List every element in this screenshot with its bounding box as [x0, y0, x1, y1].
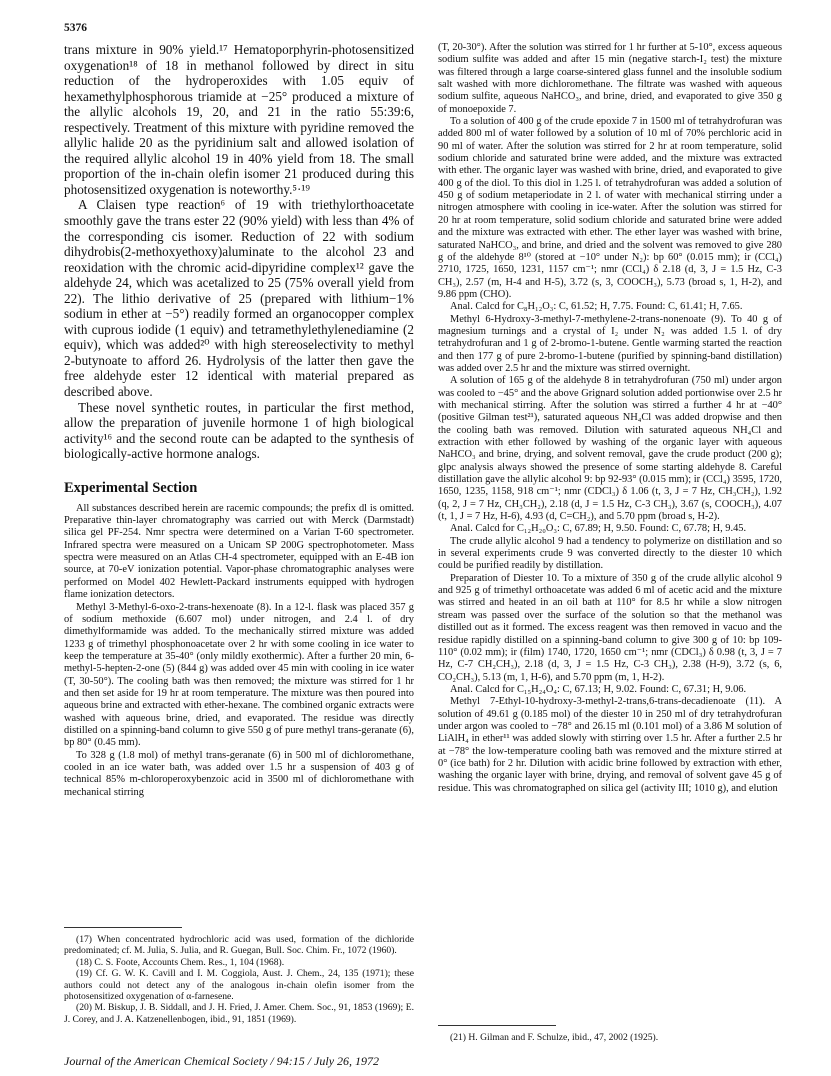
left-footnotes: [64, 927, 414, 1025]
footnote-rule: [438, 1025, 556, 1026]
body-paragraph: These novel synthetic routes, in particular the first method, allow the preparation of juvenile hormone 1 of high biological activity¹⁶ and the second route can be adapted to the synthesis of biologically-active hormone analogs.: [64, 399, 414, 462]
right-footnotes: [438, 1025, 782, 1043]
footnote: (17) When concentrated hydrochloric acid was used, formation of the dichloride predominated; cf. M. Julia, S. Julia, and R. Guegan, Bull. Soc. Chim. Fr., 1072 (1960).: [64, 934, 414, 957]
experimental-paragraph: Methyl 3-Methyl-6-oxo-2-trans-hexenoate (8). In a 12-l. flask was placed 357 g of sodium methoxide (6.607 mol) under nitrogen, and 2.4 l. of dry dimethylformamide was added. To the mechanically stirred mixture was added 1233 g of trimethyl phosphonoacetate over 2 hr with some cooling in ice water to keep the temperature at 35-40° (only mildly exothermic). After a further 20 min, 6-methyl-5-hepten-2-one (5) (844 g) was added over 45 min with cooling in ice water (T, 30-50°). The cooling bath was then removed; the mixture was stirred for 1 hr and then set aside for 19 hr at room temperature. The mixture was then poured into aqueous brine and extracted with ether-hexane. The combined organic extracts were washed with aqueous brine, dried, and evaporated. The residue was directly distilled on a spinning-band column to give 550 g of pure methyl trans-geranate (6), bp 80° (0.45 mm).: [64, 601, 414, 749]
experimental-paragraph: (T, 20-30°). After the solution was stirred for 1 hr further at 5-10°, excess aqueous sodium sulfite was added and after 15 min (negative starch-I₂ test) the mixture was filtered through a large coarse-sintered glass funnel and the insoluble sodium salt washed with more dichloromethane. The filtrate was washed with aqueous sodium sulfite, aqueous NaHCO₃, and brine, dried, and evaporated to give 350 g of monoepoxide 7.: [438, 42, 782, 115]
footnote: (19) Cf. G. W. K. Cavill and I. M. Coggiola, Aust. J. Chem., 24, 135 (1971); these authors could not detect any of the analogous in-chain olefin isomer from the photosensitized oxygenation of α-farnesene.: [64, 968, 414, 1003]
page-number: 5376: [64, 22, 87, 34]
right-column: [438, 42, 782, 795]
body-paragraph: A Claisen type reaction⁶ of 19 with triethylorthoacetate smoothly gave the trans ester 22 (90% yield) with less than 4% of the corresponding cis isomer. Reduction of 22 with sodium dihydrobis(2-methoxyethoxy)aluminate to the alcohol 23 and reoxidation with the chromic acid-dipyridine complex¹² gave the aldehyde 24, which was acetalized to 25 (75% overall yield from 22). The lithio derivative of 25 (prepared with lithium−1% sodium in ether at −5°) readily formed an organocopper complex with cuprous iodide (1 equiv) and tetramethylethylenediamine (2 equiv), which was added²⁰ with high stereoselectivity to methyl 2-butynoate to afford 26. Hydrolysis of the latter then gave the free aldehyde ester 12 identical with material prepared as described above.: [64, 197, 414, 400]
experimental-paragraph: To 328 g (1.8 mol) of methyl trans-geranate (6) in 500 ml of dichloromethane, cooled in an ice water bath, was added over 1.5 hr a suspension of 403 g of technical 85% m-chloroperoxybenzoic acid in 3500 ml of dichloromethane with mechanical stirring: [64, 749, 414, 798]
analysis-line: Anal. Calcd for C₁₅H₂₄O₄: C, 67.13; H, 9.02. Found: C, 67.31; H, 9.06.: [450, 683, 747, 695]
experimental-paragraph: Methyl 6-Hydroxy-3-methyl-7-methylene-2-trans-nonenoate (9). To 40 g of magnesium turnings and a crystal of I₂ under N₂ was added 1.5 l. of dry tetrahydrofuran and 1 g of 2-bromo-1-butene. Gentle warming started the reaction and then 177 g of pure 2-bromo-1-butene (purified by spinning-band distillation) was added over 2.5 hr and the mixture was stirred overnight.: [438, 313, 782, 374]
footnote: (18) C. S. Foote, Accounts Chem. Res., 1, 104 (1968).: [76, 956, 285, 968]
analysis-line: Anal. Calcd for C₁₂H₂₀O₃: C, 67.89; H, 9.50. Found: C, 67.78; H, 9.45.: [450, 523, 747, 535]
experimental-paragraph: Preparation of Diester 10. To a mixture of 350 g of the crude allylic alcohol 9 and 925 g of trimethyl orthoacetate was added 6 ml of acetic acid and the mixture was stirred and heated in an oil bath at 110° for 8.5 hr while a slow nitrogen stream was passed over the surface of the solution so that the methanol was distilled out as it formed. The excess reagent was then removed in vacuo and the residue rapidly distilled on a spinning-band column to give 300 g of 10: bp 109-110° (0.02 mm); ir (film) 1740, 1720, 1650 cm⁻¹; nmr (CDCl₃) δ 0.98 (t, 3, J = 7 Hz, C-7 CH₂CH₃), 2.18 (d, 3, J = 1.5 Hz, C-3 CH₃), 2.38 (H-9), 3.72 (s, 6, CO₂CH₃), 5.13 (m, 1, H-6), and 5.70 ppm (m, 1, H-2).: [438, 572, 782, 683]
experimental-paragraph: All substances described herein are racemic compounds; the prefix dl is omitted. Preparative thin-layer chromatography was carried out with Merck (Darmstadt) silica gel PF-254. Nmr spectra were determined on a Varian T-60 spectrometer. Infrared spectra were measured on a Unicam SP 200G spectrophotometer. Mass spectra were measured on an Atlas CH-4 spectrometer, equipped with an E-4B ion source, at 70-eV ionization potential. Vapor-phase chromatographic analyses were performed on Model 402 Hewlett-Packard instruments equipped with hydrogen flame ionization detectors.: [64, 502, 414, 601]
body-paragraph: trans mixture in 90% yield.¹⁷ Hematoporphyrin-photosensitized oxygenation¹⁸ of 18 in methanol followed by direct in situ reduction of the hydroperoxides with 1.05 equiv of hexamethylphosphorous triamide at −25° produced a mixture of the allylic alcohols 19, 20, and 21 in the ratio 55:39:6, respectively. Treatment of this mixture with pyridine removed the allylic halide 20 as the pyridinium salt and allowed isolation of the required allylic alcohol 19 in 40% yield from 18. The small proportion of the in-chain olefin isomer 21 produced during this photosensitized oxygenation is noteworthy.⁵·¹⁹: [64, 42, 414, 197]
experimental-paragraph: A solution of 165 g of the aldehyde 8 in tetrahydrofuran (750 ml) under argon was cooled to −45° and the above Grignard solution added portionwise over 2.5 hr with mechanical stirring. After the solution was stirred a further 4 hr at −40° (positive Gilman test²¹), saturated aqueous NH₄Cl was added dropwise and then the cooling bath was removed. Dilution with saturated aqueous NH₄Cl and extraction with ether followed by washing of the organic layer with aqueous NaHCO₃ and brine, drying, and solvent removal, gave the crude product (200 g); glpc analysis always showed the presence of some starting aldehyde 8. Careful distillation gave the allylic alcohol 9: bp 92-93° (0.015 mm); ir (CCl₄) 3595, 1720, 1650, 1235, 1158, 918 cm⁻¹; nmr (CDCl₃) δ 1.06 (t, 3, J = 7 Hz, CH₃CH₂), 1.92 (q, 2, J = 7 Hz, CH₃CH₂), 2.18 (d, J = 1.5 Hz, C-3 CH₃), 3.67 (s, COOCH₃), 4.07 (t, 1, J = 7 Hz, H-6), 4.93 (d, C=CH₂), and 5.70 ppm (broad s, H-2).: [438, 375, 782, 523]
footnote-rule: [64, 927, 182, 928]
experimental-paragraph: To a solution of 400 g of the crude epoxide 7 in 1500 ml of tetrahydrofuran was added 800 ml of water followed by a solution of 10 ml of 70% perchloric acid in 90 ml of water. After the solution was stirred for 2 hr at room temperature, solid sodium chloride and saturated brine were added, and the mixture was extracted with ether. The organic layer was washed with brine, dried, and evaporated to give 400 g of the diol. To this diol in 1.25 l. of tetrahydrofuran was added a solution of 450 g of sodium metaperiodate in 2 l. of water with mechanical stirring under a nitrogen atmosphere with cooling in ice-water. After the solution was stirred for 20 hr at room temperature, solid sodium chloride and saturated brine were added and the mixture was extracted with ether. The ether layer was washed with brine, saturated NaHCO₃, and brine, and dried and the solvent was removed to give 280 g of the aldehyde 8¹⁰ (stored at −10° under N₂): bp 60° (0.015 mm); ir (CCl₄) 2710, 1725, 1650, 1231, 1157 cm⁻¹; nmr (CCl₄) δ 2.18 (d, 3, J = 1.5 Hz, C-3 CH₃), 2.57 (m, H-4 and H-5), 3.72 (s, 3, COOCH₃), 5.73 (broad s, 1, H-2), and 9.86 ppm (CHO).: [438, 116, 782, 300]
left-column: [64, 42, 414, 799]
experimental-paragraph: Methyl 7-Ethyl-10-hydroxy-3-methyl-2-trans,6-trans-decadienoate (11). A solution of 49.61 g (0.185 mol) of the diester 10 in 250 ml of dry tetrahydrofuran under argon was cooled to −78° and 26.15 ml (0.101 mol) of a 3.86 M solution of LiAlH₄ in ether¹¹ was added slowly with stirring over 1.5 hr. After a further 2.5 hr at −78° the low-temperature cooling bath was removed and the mixture stirred at 0° (ice bath) for 2 hr. Dilution with acidic brine followed by extraction with ether, washing the organic layer with brine, drying, and removal of solvent gave 45 g of residue. This was chromatographed on silica gel (activity III; 1010 g), and elution: [438, 696, 782, 794]
experimental-paragraph: The crude allylic alcohol 9 had a tendency to polymerize on distillation and so in several experiments crude 9 was converted directly to the diester 10 which could be purified readily by distillation.: [438, 535, 782, 572]
footnote: (21) H. Gilman and F. Schulze, ibid., 47, 2002 (1925).: [450, 1032, 659, 1043]
analysis-line: Anal. Calcd for C₈H₁₂O₃: C, 61.52; H, 7.75. Found: C, 61.41; H, 7.65.: [450, 301, 743, 313]
journal-footer: Journal of the American Chemical Society / 94:15 / July 26, 1972: [64, 1054, 380, 1068]
section-heading: Experimental Section: [64, 479, 198, 496]
footnote: (20) M. Biskup, J. B. Siddall, and J. H. Fried, J. Amer. Chem. Soc., 91, 1853 (1969); E. J. Corey, and J. A. Katzenellenbogen, ibid., 91, 1851 (1969).: [64, 1002, 414, 1025]
